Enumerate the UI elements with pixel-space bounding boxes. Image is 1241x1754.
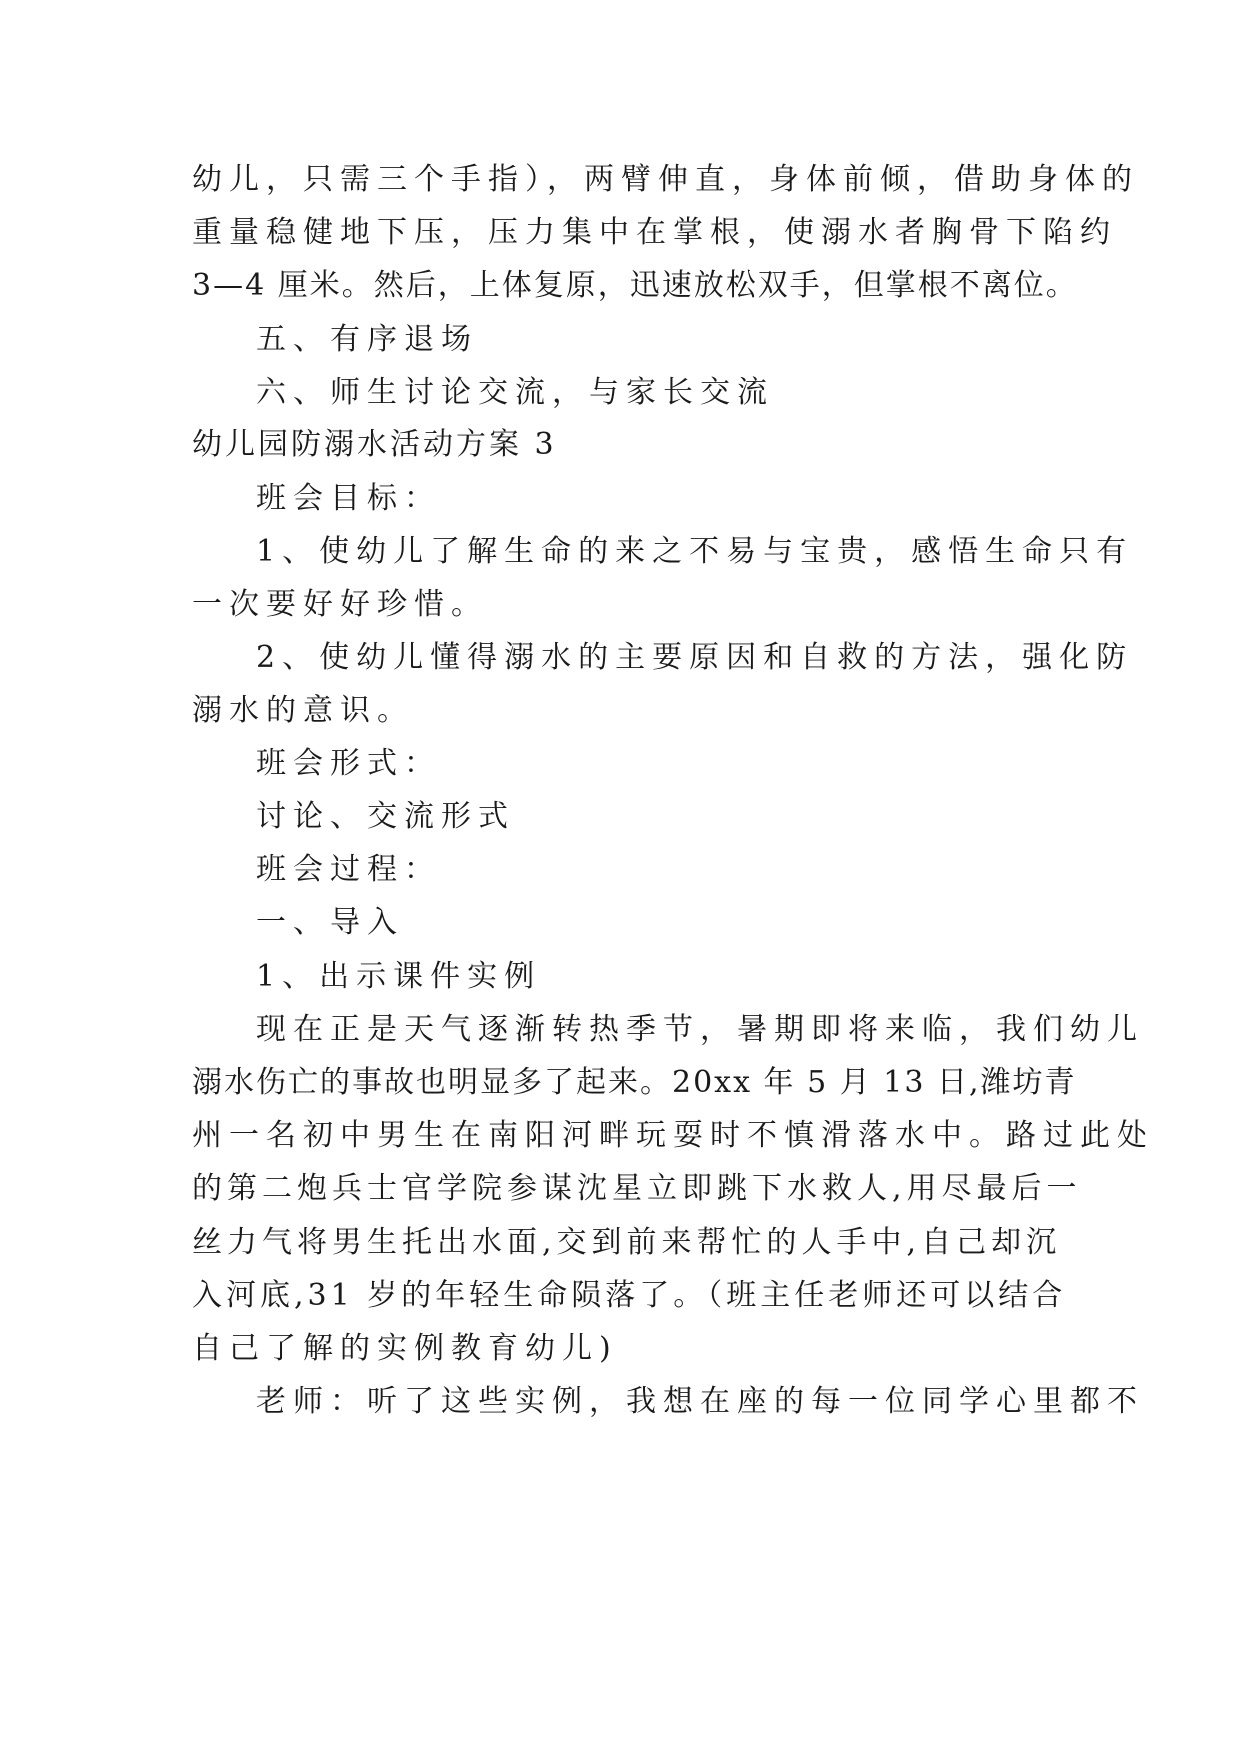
text-line: 的第二炮兵士官学院参谋沈星立即跳下水救人,用尽最后一	[192, 1171, 1082, 1206]
text-line: 1、出示课件实例	[256, 959, 542, 994]
section-heading: 班会过程：	[256, 852, 441, 887]
section-heading: 六、师生讨论交流，与家长交流	[256, 375, 774, 410]
text-line: 幼儿，只需三个手指），两臂伸直，身体前倾，借助身体的	[192, 162, 1139, 197]
text-line: 1、使幼儿了解生命的来之不易与宝贵，感悟生命只有	[256, 534, 1134, 569]
text-line: 现在正是天气逐渐转热季节，暑期即将来临，我们幼儿	[256, 1012, 1144, 1047]
section-heading: 五、有序退场	[256, 322, 478, 357]
section-heading: 一、导入	[256, 905, 404, 940]
text-line: 入河底,31 岁的年轻生命陨落了。（班主任老师还可以结合	[192, 1278, 1067, 1313]
text-line: 州一名初中男生在南阳河畔玩耍时不慎滑落水中。路过此处	[192, 1118, 1154, 1153]
document-title: 幼儿园防溺水活动方案 3	[192, 427, 557, 462]
text-line: 一次要好好珍惜。	[192, 587, 488, 622]
text-line: 重量稳健地下压，压力集中在掌根，使溺水者胸骨下陷约	[192, 215, 1117, 250]
section-heading: 班会形式：	[256, 746, 441, 781]
text-line: 自己了解的实例教育幼儿)	[192, 1331, 618, 1366]
text-line: 讨论、交流形式	[256, 799, 515, 834]
text-line: 老师：听了这些实例，我想在座的每一位同学心里都不	[256, 1384, 1144, 1419]
text-line: 丝力气将男生托出水面,交到前来帮忙的人手中,自己却沉	[192, 1225, 1062, 1260]
section-heading: 班会目标：	[256, 481, 441, 516]
text-line: 3—4 厘米。然后，上体复原，迅速放松双手，但掌根不离位。	[192, 268, 1078, 303]
text-line: 溺水伤亡的事故也明显多了起来。20xx 年 5 月 13 日,潍坊青	[192, 1065, 1077, 1100]
text-line: 溺水的意识。	[192, 693, 414, 728]
text-line: 2、使幼儿懂得溺水的主要原因和自救的方法，强化防	[256, 640, 1134, 675]
